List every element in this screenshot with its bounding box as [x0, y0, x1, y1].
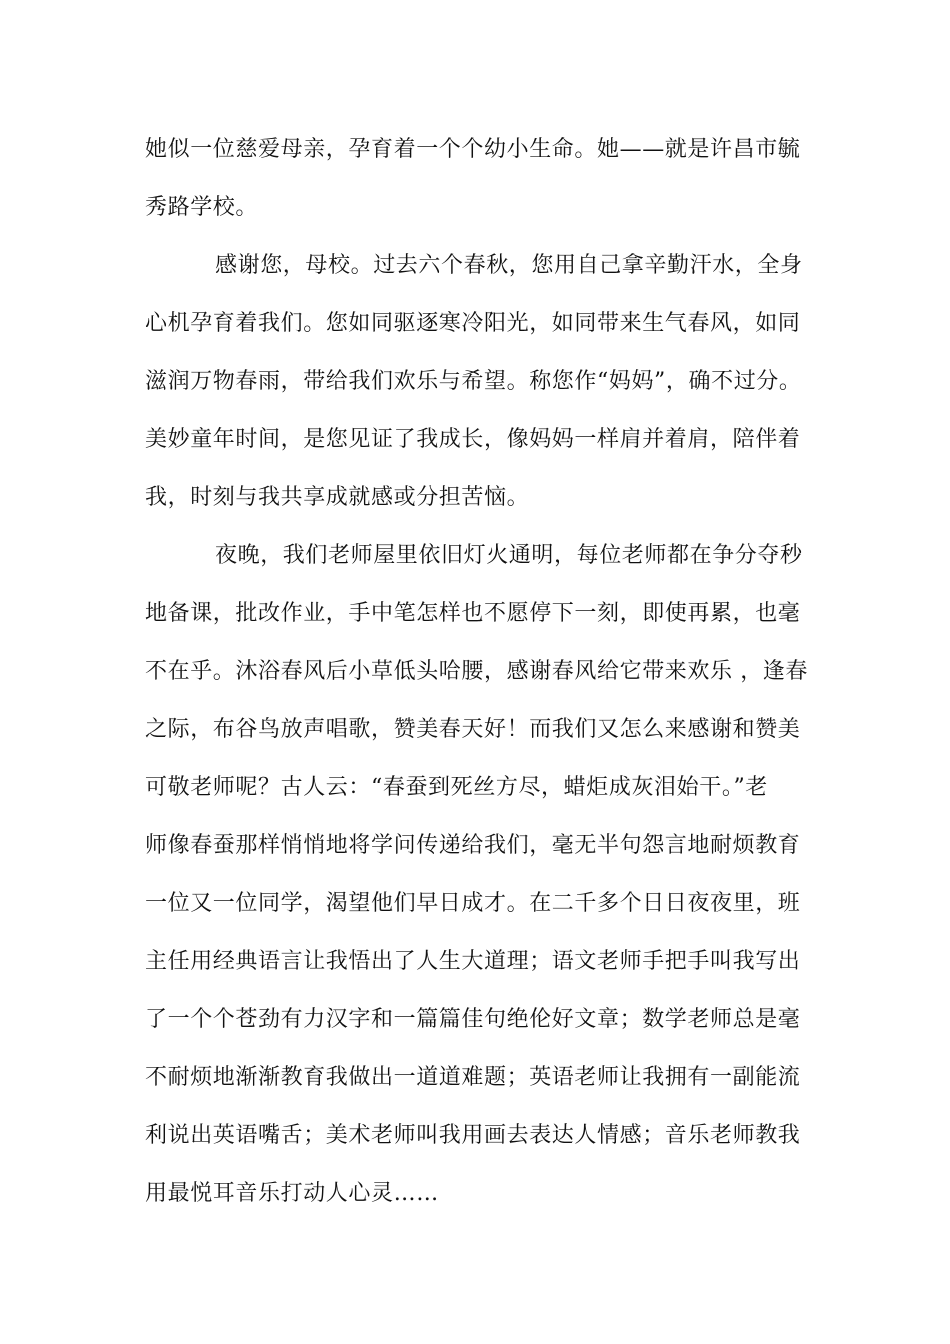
- paragraph-3-line-3: 不在乎。沐浴春风后小草低头哈腰，感谢春风给它带来欢乐 ，逢春: [145, 659, 808, 684]
- paragraph-1-line-2: 秀路学校。: [145, 195, 259, 220]
- paragraph-3-line-6: 师像春蚕那样悄悄地将学问传递给我们，毫无半句怨言地耐烦教育: [145, 833, 801, 858]
- paragraph-2-line-3: 滋润万物春雨，带给我们欢乐与希望。称您作“妈妈”，确不过分。: [145, 369, 802, 394]
- paragraph-2-line-5: 我，时刻与我共享成就感或分担苦恼。: [145, 485, 530, 510]
- paragraph-2-line-1: 感谢您，母校。过去六个春秋，您用自己拿辛勤汗水，全身: [215, 253, 803, 278]
- paragraph-3-line-8: 主任用经典语言让我悟出了人生大道理；语文老师手把手叫我写出: [145, 949, 801, 974]
- paragraph-3-line-5: 可敬老师呢？古人云：“春蚕到死丝方尽，蜡炬成灰泪始干。”老: [145, 775, 768, 800]
- paragraph-3-line-10: 不耐烦地渐渐教育我做出一道道难题；英语老师让我拥有一副能流: [145, 1065, 801, 1090]
- paragraph-1-line-1: 她似一位慈爱母亲，孕育着一个个幼小生命。她——就是许昌市毓: [145, 137, 801, 162]
- paragraph-3-line-11: 利说出英语嘴舌；美术老师叫我用画去表达人情感；音乐老师教我: [145, 1123, 801, 1148]
- paragraph-2-line-2: 心机孕育着我们。您如同驱逐寒冷阳光，如同带来生气春风，如同: [145, 311, 801, 336]
- paragraph-3-line-1: 夜晚，我们老师屋里依旧灯火通明，每位老师都在争分夺秒: [215, 543, 803, 568]
- paragraph-3-line-7: 一位又一位同学，渴望他们早日成才。在二千多个日日夜夜里，班: [145, 891, 801, 916]
- paragraph-3-line-12: 用最悦耳音乐打动人心灵……: [145, 1181, 439, 1206]
- paragraph-3-line-4: 之际，布谷鸟放声唱歌，赞美春天好！而我们又怎么来感谢和赞美: [145, 717, 801, 742]
- paragraph-3-line-2: 地备课，批改作业，手中笔怎样也不愿停下一刻，即使再累，也毫: [145, 601, 801, 626]
- paragraph-2-line-4: 美妙童年时间，是您见证了我成长，像妈妈一样肩并着肩，陪伴着: [145, 427, 801, 452]
- paragraph-3-line-9: 了一个个苍劲有力汉字和一篇篇佳句绝伦好文章；数学老师总是毫: [145, 1007, 801, 1032]
